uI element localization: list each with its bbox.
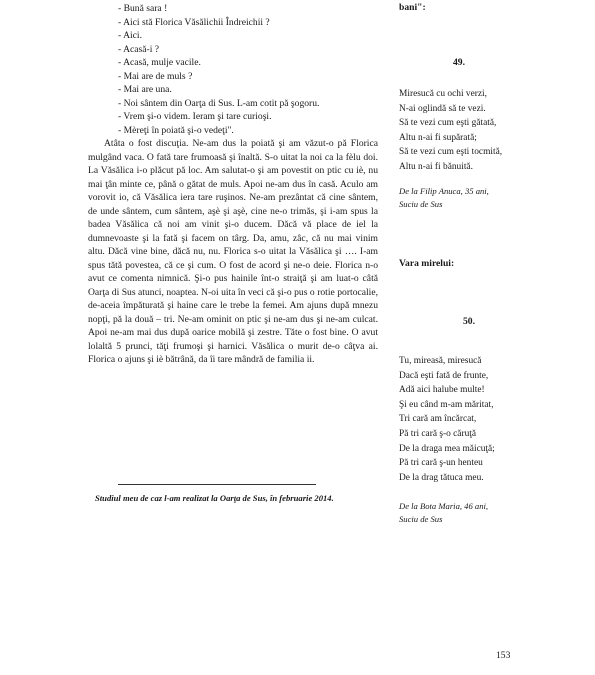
study-note: Studiul meu de caz l-am realizat la Oarţa de Sus, în februarie 2014. xyxy=(95,493,334,503)
page-number: 153 xyxy=(496,650,511,661)
dialogue-line: - Acasă-i ? xyxy=(118,43,160,55)
poem-line: Pă tri cară ş-un henteu xyxy=(399,458,483,469)
main-text-column xyxy=(88,2,378,367)
poem-line: Altu n-ai fi bănuită. xyxy=(399,161,473,172)
attribution-line: De la Filip Anuca, 35 ani, xyxy=(399,186,489,196)
dialogue-line: - Mai are de muls ? xyxy=(118,70,193,82)
dialogue-line: - Noi sântem din Oarţa di Sus. L-am cotit pă şogoru. xyxy=(118,97,320,109)
dialogue-line: - Acasă, mulje vacile. xyxy=(118,57,201,68)
poem-line: Altu n-ai fi supărată; xyxy=(399,132,477,143)
poem-line: N-ai oglindă să te vezi. xyxy=(399,103,486,114)
dialogue-line: - Mèreţi în poiată şi-o vedeţi". xyxy=(118,124,234,136)
dialogue-line: - Mai are una. xyxy=(118,84,172,95)
poem-line: Dacă eşti fată de frunte, xyxy=(399,370,489,381)
poem-line: Pă tri cară ş-o căruţă xyxy=(399,428,477,439)
poem-line: Şi eu când m-am măritat, xyxy=(399,399,494,410)
dialogue-line: - Aici. xyxy=(118,30,142,41)
poem-line: De la drag tătuca meu. xyxy=(399,472,484,483)
poem-line: Tu, mireasă, miresucă xyxy=(399,356,482,366)
dialogue-line: - Aici stă Florica Văsălichii Îndreichii ? xyxy=(118,16,270,28)
poem-line: De la draga mea măicuţă; xyxy=(399,443,495,454)
footnote-divider xyxy=(118,484,316,485)
poem-line: Să te vezi cum eşti gătată, xyxy=(399,118,497,129)
poem-attribution xyxy=(399,500,549,525)
poem-50 xyxy=(399,354,549,485)
fragment-heading: bani": xyxy=(399,2,426,13)
section-title: Vara mirelui: xyxy=(399,258,455,269)
attribution-line: Suciu de Sus xyxy=(399,198,443,209)
dialogue-line: - Bună sara ! xyxy=(118,3,168,14)
poem-attribution xyxy=(399,185,549,210)
poem-49 xyxy=(399,87,549,175)
attribution-line: De la Bota Maria, 46 ani, xyxy=(399,501,489,511)
poem-line: Să te vezi cum eşti tocmită, xyxy=(399,147,503,158)
poem-line: Adă aici halube multe! xyxy=(399,385,485,396)
poem-line: Miresucă cu ochi verzi, xyxy=(399,89,487,99)
poem-number: 49. xyxy=(453,57,465,68)
narrative-paragraph: Atâta o fost discuţia. Ne-am dus la poiată şi am văzut-o pă Florica mulgând vaca. O fată tare frumoasă şi înaltă. S-o uitat la noi ca la fèlu doi. La Văsălica i-o plăcut pă loc. Am salutat-o şi am povestit on ptic cu iè, nu mai ţân minte ce, până o gătat de muls. Apoi ne-am dus în casă. Aculo am vorovit io, că Văsălica iera tare ruşinos. Ne-am prezântat că cine sântem, de unde sântem, cum sântem, aşè şi aşè, cine ne-o trimăs, şi i-am spus la badea Văsălica că noi am vinit şi-o ducem. Dăcă vă place de iel la dumnevoaste şi la fată şi facem on târg. Da, amu, zâc, că nu mai vinim altu. Dăcă vine bine, dăcă nu, nu. Florica s-o uitat la Văsălica şi …. I-am spus tătă povestea, că ce şi cum. O fost de acord şi ne-o deie. Florica n-o avut ce comenta nimnică. Şi-o pus hainile înt-o straiţă şi am luat-o câtă Oarţa di Sus atunci, noaptea. N-oi uita în veci că şi-o pus o rotie portocalie, de-aceia împăturată şi haine care le trebe la femei. Am ajuns după mnezu nopţi, pă la două – tri. Ne-am ominit on ptic şi ne-am dus şi ne-am culcat. Apoi ne-am mai dus după oarice mobilă şi zestre. Tăte o fost bine. O avut lolaltă 5 prunci, tăţi frumoşi şi harnici. Văsălica o murit de-o câţva ai. Florica o ajuns şi iè bătrână, da îi tare mândră de familia ii. xyxy=(88,138,378,365)
poem-number: 50. xyxy=(463,316,475,327)
dialogue-line: - Vrem şi-o videm. Ieram şi tare curioşi. xyxy=(118,111,272,122)
poem-line: Tri cară am încărcat, xyxy=(399,414,477,425)
attribution-line: Suciu de Sus xyxy=(399,513,443,524)
